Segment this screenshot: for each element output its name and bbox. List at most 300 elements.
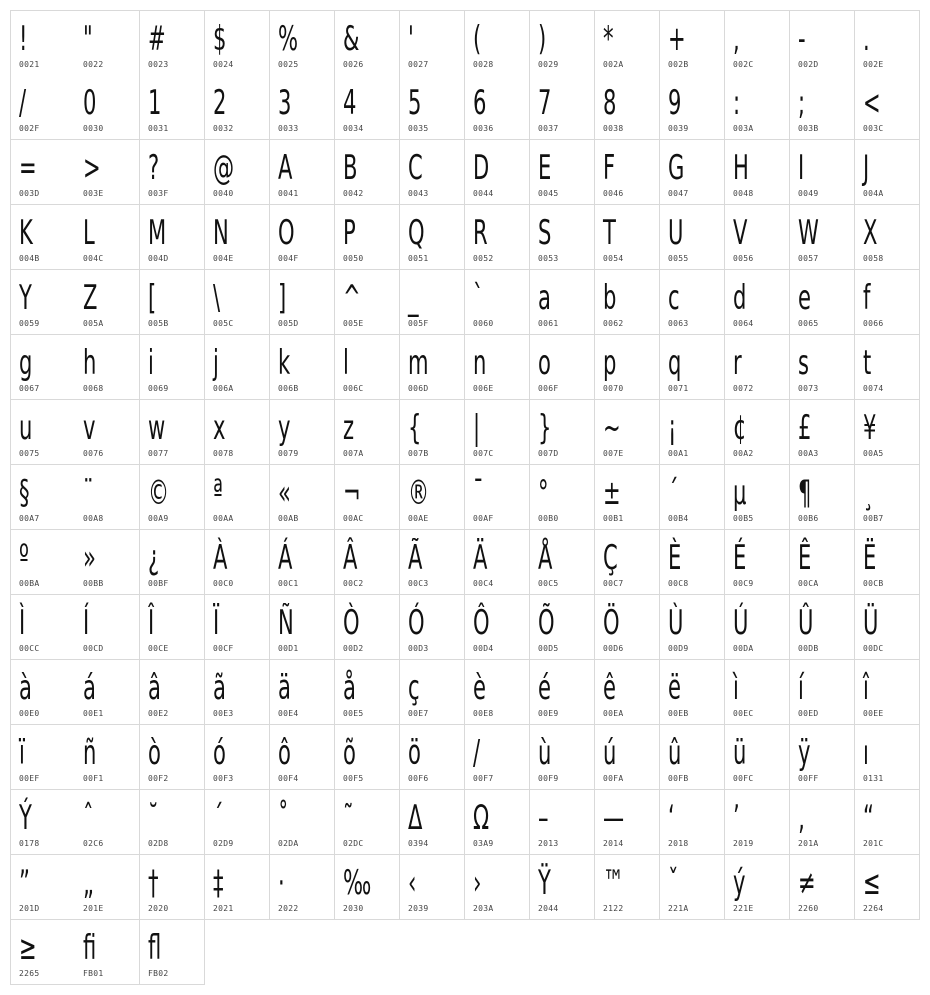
glyph-codepoint: 00D3 bbox=[408, 644, 429, 653]
glyph-char: Q bbox=[408, 213, 425, 253]
glyph-char: ˇ bbox=[668, 863, 679, 903]
glyph-codepoint: 007C bbox=[473, 449, 494, 458]
glyph-codepoint: 006A bbox=[213, 384, 234, 393]
glyph-codepoint: 00E8 bbox=[473, 709, 494, 718]
glyph-cell bbox=[660, 400, 725, 465]
glyph-cell bbox=[465, 140, 530, 205]
glyph-char: : bbox=[733, 83, 741, 123]
glyph-codepoint: 004A bbox=[863, 189, 884, 198]
glyph-char: ’ bbox=[733, 798, 740, 838]
glyph-char: ö bbox=[408, 733, 421, 773]
glyph-cell bbox=[660, 530, 725, 595]
glyph-cell bbox=[790, 270, 855, 335]
glyph-char: ÿ bbox=[798, 733, 811, 773]
glyph-codepoint: 0024 bbox=[213, 60, 234, 69]
glyph-codepoint: 0021 bbox=[19, 60, 40, 69]
glyph-char: P bbox=[343, 213, 356, 253]
glyph-char: M bbox=[148, 213, 167, 253]
glyph-cell bbox=[725, 205, 790, 270]
glyph-codepoint: 00EB bbox=[668, 709, 689, 718]
glyph-char: Î bbox=[148, 603, 155, 643]
glyph-char: ú bbox=[603, 733, 617, 773]
glyph-codepoint: 00E1 bbox=[83, 709, 104, 718]
glyph-char: º bbox=[19, 538, 29, 578]
glyph-cell bbox=[205, 660, 270, 725]
glyph-codepoint: 00FB bbox=[668, 774, 689, 783]
glyph-char: î bbox=[863, 668, 869, 708]
glyph-char: å bbox=[343, 668, 356, 708]
glyph-grid bbox=[10, 10, 920, 985]
glyph-char: f bbox=[863, 278, 871, 318]
glyph-char: T bbox=[603, 213, 616, 253]
glyph-char: § bbox=[19, 473, 30, 513]
glyph-codepoint: 2018 bbox=[668, 839, 689, 848]
glyph-char: ± bbox=[603, 473, 621, 513]
glyph-char: o bbox=[538, 343, 551, 383]
glyph-char: ˚ bbox=[278, 798, 289, 838]
glyph-codepoint: 0022 bbox=[83, 60, 104, 69]
glyph-char: « bbox=[278, 473, 291, 513]
glyph-char: “ bbox=[863, 798, 874, 838]
glyph-cell bbox=[465, 660, 530, 725]
glyph-cell bbox=[75, 205, 140, 270]
glyph-char: C bbox=[408, 148, 423, 188]
glyph-codepoint: 00C1 bbox=[278, 579, 299, 588]
glyph-char: ï bbox=[19, 733, 25, 773]
glyph-codepoint: 00D4 bbox=[473, 644, 494, 653]
glyph-char: 1 bbox=[148, 83, 162, 123]
glyph-codepoint: 003C bbox=[863, 124, 884, 133]
glyph-char: S bbox=[538, 213, 552, 253]
glyph-char: Â bbox=[343, 538, 358, 578]
glyph-codepoint: 2265 bbox=[19, 969, 40, 978]
glyph-codepoint: FB01 bbox=[83, 969, 104, 978]
glyph-char: ë bbox=[668, 668, 681, 708]
glyph-char: n bbox=[473, 343, 487, 383]
glyph-codepoint: 007E bbox=[603, 449, 624, 458]
glyph-char: £ bbox=[798, 408, 812, 448]
glyph-char: H bbox=[733, 148, 749, 188]
glyph-char: Z bbox=[83, 278, 98, 318]
glyph-cell bbox=[75, 660, 140, 725]
glyph-codepoint: 003A bbox=[733, 124, 754, 133]
glyph-char: ñ bbox=[83, 733, 97, 773]
glyph-cell bbox=[400, 790, 465, 855]
glyph-codepoint: 006E bbox=[473, 384, 494, 393]
glyph-cell bbox=[530, 855, 595, 920]
glyph-char: ˊ bbox=[213, 798, 224, 838]
glyph-codepoint: 006D bbox=[408, 384, 429, 393]
glyph-cell bbox=[75, 335, 140, 400]
glyph-codepoint: 00ED bbox=[798, 709, 819, 718]
glyph-codepoint: 002C bbox=[733, 60, 754, 69]
glyph-char: N bbox=[213, 213, 229, 253]
glyph-cell bbox=[400, 335, 465, 400]
glyph-codepoint: 0071 bbox=[668, 384, 689, 393]
glyph-cell bbox=[855, 270, 920, 335]
glyph-cell bbox=[335, 335, 400, 400]
glyph-char: A bbox=[278, 148, 293, 188]
glyph-codepoint: 00B6 bbox=[798, 514, 819, 523]
glyph-char: ˘ bbox=[148, 798, 159, 838]
glyph-cell bbox=[75, 725, 140, 790]
glyph-codepoint: 003F bbox=[148, 189, 169, 198]
glyph-char: ò bbox=[148, 733, 161, 773]
glyph-codepoint: 00F1 bbox=[83, 774, 104, 783]
glyph-cell bbox=[855, 725, 920, 790]
glyph-cell bbox=[400, 530, 465, 595]
glyph-char: w bbox=[148, 408, 166, 448]
glyph-char: & bbox=[343, 19, 360, 59]
glyph-codepoint: 0079 bbox=[278, 449, 299, 458]
glyph-cell bbox=[660, 205, 725, 270]
glyph-cell bbox=[400, 465, 465, 530]
glyph-codepoint: 0047 bbox=[668, 189, 689, 198]
glyph-cell bbox=[790, 725, 855, 790]
glyph-char: ì bbox=[733, 668, 739, 708]
glyph-codepoint: 0072 bbox=[733, 384, 754, 393]
glyph-codepoint: 0068 bbox=[83, 384, 104, 393]
glyph-codepoint: 00BA bbox=[19, 579, 40, 588]
glyph-char: _ bbox=[408, 278, 419, 318]
glyph-char: Ë bbox=[863, 538, 877, 578]
glyph-codepoint: 00AE bbox=[408, 514, 429, 523]
glyph-char: ° bbox=[538, 473, 549, 513]
glyph-cell bbox=[335, 270, 400, 335]
glyph-cell bbox=[335, 465, 400, 530]
glyph-cell bbox=[270, 205, 335, 270]
glyph-codepoint: 2013 bbox=[538, 839, 559, 848]
glyph-char: Û bbox=[798, 603, 814, 643]
glyph-char: 2 bbox=[213, 83, 227, 123]
glyph-cell bbox=[790, 855, 855, 920]
glyph-char: Ì bbox=[19, 603, 26, 643]
glyph-codepoint: 00D1 bbox=[278, 644, 299, 653]
glyph-char: j bbox=[213, 343, 219, 383]
glyph-codepoint: 0178 bbox=[19, 839, 40, 848]
glyph-cell bbox=[595, 400, 660, 465]
glyph-codepoint: 00A9 bbox=[148, 514, 169, 523]
glyph-codepoint: 00B0 bbox=[538, 514, 559, 523]
glyph-cell bbox=[10, 270, 76, 335]
glyph-cell bbox=[725, 855, 790, 920]
glyph-codepoint: 00D2 bbox=[343, 644, 364, 653]
glyph-codepoint: 00EA bbox=[603, 709, 624, 718]
glyph-cell bbox=[335, 595, 400, 660]
glyph-char: › bbox=[473, 863, 482, 903]
glyph-cell bbox=[465, 855, 530, 920]
glyph-char: Õ bbox=[538, 603, 555, 643]
glyph-codepoint: 0038 bbox=[603, 124, 624, 133]
glyph-char: ﬁ bbox=[83, 928, 97, 968]
glyph-cell bbox=[75, 465, 140, 530]
glyph-char: ! bbox=[19, 19, 28, 59]
glyph-codepoint: 0057 bbox=[798, 254, 819, 263]
glyph-cell bbox=[530, 140, 595, 205]
glyph-cell bbox=[140, 400, 205, 465]
glyph-codepoint: 201C bbox=[863, 839, 884, 848]
glyph-char: Ô bbox=[473, 603, 490, 643]
glyph-cell bbox=[10, 335, 76, 400]
glyph-cell bbox=[10, 140, 76, 205]
glyph-char: % bbox=[278, 19, 299, 59]
glyph-cell bbox=[335, 140, 400, 205]
glyph-char: F bbox=[603, 148, 616, 188]
glyph-cell bbox=[10, 595, 76, 660]
glyph-cell bbox=[725, 400, 790, 465]
glyph-cell bbox=[270, 790, 335, 855]
glyph-char: / bbox=[473, 733, 481, 773]
glyph-char: d bbox=[733, 278, 747, 318]
glyph-char: V bbox=[733, 213, 748, 253]
glyph-codepoint: 0077 bbox=[148, 449, 169, 458]
glyph-codepoint: 2014 bbox=[603, 839, 624, 848]
glyph-cell bbox=[660, 790, 725, 855]
glyph-cell bbox=[10, 790, 76, 855]
glyph-codepoint: 02D8 bbox=[148, 839, 169, 848]
glyph-cell bbox=[270, 855, 335, 920]
glyph-cell bbox=[270, 660, 335, 725]
glyph-codepoint: 002A bbox=[603, 60, 624, 69]
glyph-cell bbox=[725, 75, 790, 140]
glyph-codepoint: 0033 bbox=[278, 124, 299, 133]
glyph-char: t bbox=[863, 343, 872, 383]
glyph-cell bbox=[595, 75, 660, 140]
glyph-cell bbox=[205, 400, 270, 465]
glyph-char: Ñ bbox=[278, 603, 294, 643]
glyph-char: ç bbox=[408, 668, 420, 708]
glyph-codepoint: 00FF bbox=[798, 774, 819, 783]
glyph-char: 9 bbox=[668, 83, 682, 123]
glyph-codepoint: 00C3 bbox=[408, 579, 429, 588]
glyph-cell bbox=[465, 205, 530, 270]
glyph-cell bbox=[400, 660, 465, 725]
glyph-codepoint: 00EF bbox=[19, 774, 40, 783]
glyph-codepoint: 2122 bbox=[603, 904, 624, 913]
glyph-cell bbox=[270, 465, 335, 530]
glyph-char: . bbox=[863, 19, 870, 59]
glyph-cell bbox=[530, 10, 595, 76]
glyph-char: ô bbox=[278, 733, 291, 773]
glyph-char: < bbox=[863, 83, 881, 123]
glyph-char: ≥ bbox=[19, 928, 37, 968]
glyph-codepoint: 0030 bbox=[83, 124, 104, 133]
glyph-codepoint: 0031 bbox=[148, 124, 169, 133]
glyph-cell bbox=[855, 660, 920, 725]
glyph-cell bbox=[400, 75, 465, 140]
glyph-codepoint: 0023 bbox=[148, 60, 169, 69]
glyph-codepoint: 00AF bbox=[473, 514, 494, 523]
glyph-codepoint: 003E bbox=[83, 189, 104, 198]
glyph-cell bbox=[270, 725, 335, 790]
glyph-char: ˆ bbox=[83, 798, 94, 838]
glyph-codepoint: 0064 bbox=[733, 319, 754, 328]
glyph-cell bbox=[400, 140, 465, 205]
glyph-codepoint: 00FA bbox=[603, 774, 624, 783]
glyph-char: L bbox=[83, 213, 95, 253]
glyph-char: Ï bbox=[213, 603, 220, 643]
glyph-char: v bbox=[83, 408, 96, 448]
glyph-cell bbox=[205, 725, 270, 790]
glyph-codepoint: 0052 bbox=[473, 254, 494, 263]
glyph-char: Ó bbox=[408, 603, 425, 643]
glyph-char: ] bbox=[278, 278, 287, 318]
glyph-char: 4 bbox=[343, 83, 357, 123]
glyph-cell bbox=[855, 335, 920, 400]
glyph-char: » bbox=[83, 538, 96, 578]
glyph-codepoint: 00C4 bbox=[473, 579, 494, 588]
glyph-char: ¿ bbox=[148, 538, 160, 578]
glyph-char: z bbox=[343, 408, 355, 448]
glyph-cell bbox=[10, 10, 76, 76]
glyph-codepoint: 0034 bbox=[343, 124, 364, 133]
glyph-codepoint: 00C9 bbox=[733, 579, 754, 588]
glyph-codepoint: 004F bbox=[278, 254, 299, 263]
glyph-cell bbox=[205, 790, 270, 855]
glyph-char: i bbox=[148, 343, 154, 383]
glyph-char: 0 bbox=[83, 83, 97, 123]
glyph-cell bbox=[465, 530, 530, 595]
glyph-char: À bbox=[213, 538, 228, 578]
glyph-char: J bbox=[863, 148, 870, 188]
glyph-cell bbox=[660, 855, 725, 920]
glyph-codepoint: 004E bbox=[213, 254, 234, 263]
glyph-char: ® bbox=[408, 473, 430, 513]
glyph-cell bbox=[855, 140, 920, 205]
glyph-cell bbox=[10, 920, 76, 985]
glyph-char: Ù bbox=[668, 603, 684, 643]
glyph-char: ı bbox=[863, 733, 869, 773]
glyph-char: U bbox=[668, 213, 684, 253]
glyph-cell bbox=[465, 270, 530, 335]
glyph-char: + bbox=[668, 19, 686, 59]
glyph-char: ‚ bbox=[798, 798, 805, 838]
glyph-codepoint: 0065 bbox=[798, 319, 819, 328]
glyph-codepoint: 00E0 bbox=[19, 709, 40, 718]
glyph-codepoint: 0044 bbox=[473, 189, 494, 198]
glyph-char: { bbox=[408, 408, 422, 448]
glyph-cell bbox=[335, 660, 400, 725]
glyph-codepoint: 03A9 bbox=[473, 839, 494, 848]
glyph-codepoint: 005D bbox=[278, 319, 299, 328]
glyph-codepoint: 00A8 bbox=[83, 514, 104, 523]
glyph-char: ¸ bbox=[863, 473, 874, 513]
glyph-codepoint: 0040 bbox=[213, 189, 234, 198]
glyph-char: c bbox=[668, 278, 680, 318]
glyph-char: ‡ bbox=[213, 863, 224, 903]
glyph-char: Ò bbox=[343, 603, 360, 643]
glyph-cell bbox=[270, 595, 335, 660]
glyph-codepoint: 0042 bbox=[343, 189, 364, 198]
glyph-char: m bbox=[408, 343, 429, 383]
glyph-codepoint: 0073 bbox=[798, 384, 819, 393]
glyph-cell bbox=[335, 205, 400, 270]
glyph-char: x bbox=[213, 408, 226, 448]
glyph-cell bbox=[790, 790, 855, 855]
glyph-cell bbox=[530, 465, 595, 530]
glyph-char: Ÿ bbox=[538, 863, 551, 903]
glyph-cell bbox=[140, 660, 205, 725]
glyph-char: $ bbox=[213, 19, 227, 59]
glyph-cell bbox=[335, 10, 400, 76]
glyph-codepoint: 02D9 bbox=[213, 839, 234, 848]
glyph-codepoint: 00EC bbox=[733, 709, 754, 718]
glyph-cell bbox=[75, 920, 140, 985]
glyph-codepoint: 2030 bbox=[343, 904, 364, 913]
glyph-cell bbox=[335, 530, 400, 595]
glyph-codepoint: 00E7 bbox=[408, 709, 429, 718]
glyph-char: u bbox=[19, 408, 33, 448]
glyph-cell bbox=[465, 75, 530, 140]
glyph-codepoint: 00B7 bbox=[863, 514, 884, 523]
glyph-codepoint: 00FC bbox=[733, 774, 754, 783]
glyph-codepoint: 00A2 bbox=[733, 449, 754, 458]
glyph-cell bbox=[205, 855, 270, 920]
glyph-char: é bbox=[538, 668, 551, 708]
glyph-codepoint: 0036 bbox=[473, 124, 494, 133]
glyph-codepoint: 00CD bbox=[83, 644, 104, 653]
glyph-codepoint: 2264 bbox=[863, 904, 884, 913]
glyph-codepoint: 005E bbox=[343, 319, 364, 328]
glyph-char: s bbox=[798, 343, 809, 383]
glyph-char: â bbox=[148, 668, 161, 708]
glyph-cell bbox=[270, 530, 335, 595]
glyph-char: ” bbox=[19, 863, 30, 903]
glyph-cell bbox=[530, 790, 595, 855]
glyph-cell bbox=[10, 205, 76, 270]
glyph-codepoint: 005C bbox=[213, 319, 234, 328]
glyph-cell bbox=[205, 140, 270, 205]
glyph-char: g bbox=[19, 343, 33, 383]
glyph-codepoint: 00DB bbox=[798, 644, 819, 653]
glyph-codepoint: 0059 bbox=[19, 319, 40, 328]
glyph-char: õ bbox=[343, 733, 356, 773]
glyph-cell bbox=[140, 530, 205, 595]
glyph-codepoint: 0045 bbox=[538, 189, 559, 198]
glyph-codepoint: 0041 bbox=[278, 189, 299, 198]
glyph-cell bbox=[725, 790, 790, 855]
glyph-cell bbox=[205, 205, 270, 270]
glyph-char: / bbox=[19, 83, 27, 123]
glyph-codepoint: 00CC bbox=[19, 644, 40, 653]
glyph-cell bbox=[725, 465, 790, 530]
glyph-codepoint: 0049 bbox=[798, 189, 819, 198]
glyph-char: I bbox=[798, 148, 805, 188]
glyph-codepoint: 2020 bbox=[148, 904, 169, 913]
glyph-cell bbox=[725, 530, 790, 595]
glyph-char: ¥ bbox=[863, 408, 877, 448]
glyph-codepoint: 00AB bbox=[278, 514, 299, 523]
glyph-cell bbox=[595, 660, 660, 725]
glyph-char: 3 bbox=[278, 83, 292, 123]
glyph-cell bbox=[400, 725, 465, 790]
glyph-cell bbox=[10, 855, 76, 920]
glyph-cell bbox=[270, 335, 335, 400]
glyph-char: – bbox=[538, 798, 549, 838]
glyph-cell bbox=[790, 335, 855, 400]
glyph-codepoint: FB02 bbox=[148, 969, 169, 978]
glyph-char: * bbox=[603, 19, 614, 59]
glyph-cell bbox=[855, 205, 920, 270]
glyph-char: 6 bbox=[473, 83, 487, 123]
glyph-cell bbox=[530, 270, 595, 335]
glyph-char: Ú bbox=[733, 603, 749, 643]
glyph-codepoint: 00EE bbox=[863, 709, 884, 718]
glyph-codepoint: 201A bbox=[798, 839, 819, 848]
glyph-cell bbox=[595, 270, 660, 335]
glyph-char: l bbox=[343, 343, 349, 383]
glyph-codepoint: 00DC bbox=[863, 644, 884, 653]
